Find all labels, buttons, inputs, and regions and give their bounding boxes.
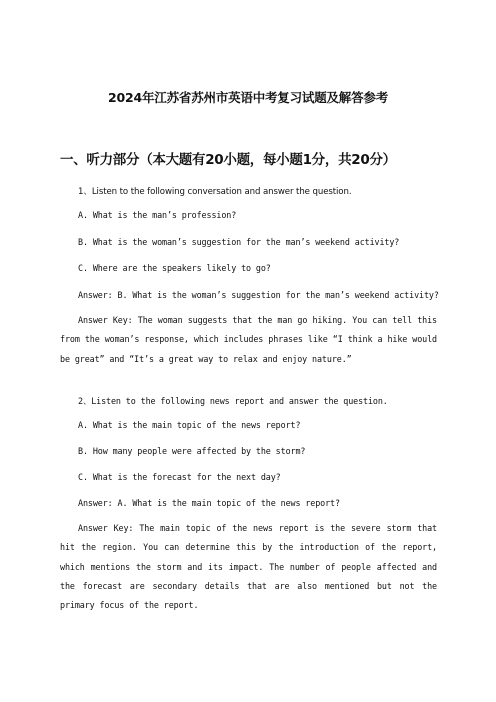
question-2-prompt: 2、Listen to the following news report and answer the question. — [78, 396, 388, 406]
question-1-option-b: B. What is the woman’s suggestion for the man’s weekend activity? — [78, 237, 400, 247]
question-1-option-c: C. Where are the speakers likely to go? — [78, 263, 271, 273]
question-1-answer: Answer: B. What is the woman’s suggestion for the man’s weekend activity? — [78, 290, 439, 300]
question-2-option-c: C. What is the forecast for the next day? — [78, 472, 281, 482]
question-2-answer: Answer: A. What is the main topic of the news report? — [78, 498, 340, 508]
question-1-prompt: 1、Listen to the following conversation and answer the question. — [78, 187, 352, 197]
question-1-answer-key: Answer Key: The woman suggests that the man go hiking. You can tell this from the woman’s response, which includes phrases like “I think a hike would be great” and “It’s a great way to relax and enjoy nature.” — [60, 315, 437, 364]
question-2-option-b: B. How many people were affected by the storm? — [78, 446, 306, 456]
document-title: 2024年江苏省苏州市英语中考复习试题及解答参考 — [108, 90, 388, 105]
section-heading-listening: 一、听力部分（本大题有20小题，每小题1分，共20分） — [60, 152, 396, 168]
question-1-option-a: A. What is the man’s profession? — [78, 210, 237, 220]
question-2-answer-key: Answer Key: The main topic of the news report is the severe storm that hit the region. You can determine this by the introduction of the report, which mentions the storm and its impact. The number of people affected and the forecast are secondary details that are also mentioned but not the primary focus of the report. — [60, 523, 437, 611]
question-2-option-a: A. What is the main topic of the news report? — [78, 420, 301, 430]
